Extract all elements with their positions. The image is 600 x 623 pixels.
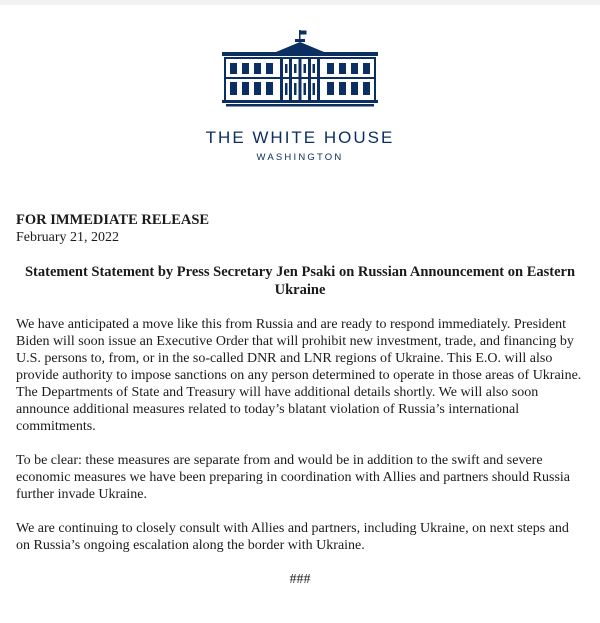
white-house-building-icon — [222, 30, 378, 108]
release-date: February 21, 2022 — [16, 230, 120, 245]
press-release-body — [16, 212, 584, 588]
org-subtitle: WASHINGTON — [256, 152, 344, 163]
top-strip — [0, 0, 600, 5]
masthead — [0, 30, 600, 164]
release-label: FOR IMMEDIATE RELEASE — [16, 212, 210, 228]
statement-headline: Statement Statement by Press Secretary Jen Psaki on Russian Announcement on Eastern Ukraine — [24, 264, 576, 298]
paragraph-1: We have anticipated a move like this from Russia and are ready to respond immediately. President Biden will soon issue an Executive Order that will prohibit new investment, trade, and financing by U.S. persons to, from, or in the so-called DNR and LNR regions of Ukraine. This E.O. will also provide authority to impose sanctions on any person determined to operate in those areas of Ukraine. The Departments of State and Treasury will have additional details shortly. We will also soon announce additional measures related to today’s blatant violation of Russia’s international commitments. — [16, 317, 582, 434]
paragraph-3: We are continuing to closely consult with Allies and partners, including Ukraine, on next steps and on Russia’s ongoing escalation along the border with Ukraine. — [16, 521, 569, 553]
org-name: THE WHITE HOUSE — [205, 128, 395, 147]
paragraph-2: To be clear: these measures are separate from and would be in addition to the swift and severe economic measures we have been preparing in coordination with Allies and partners should Russia further invade Ukraine. — [16, 453, 571, 502]
end-mark: ### — [289, 572, 311, 587]
